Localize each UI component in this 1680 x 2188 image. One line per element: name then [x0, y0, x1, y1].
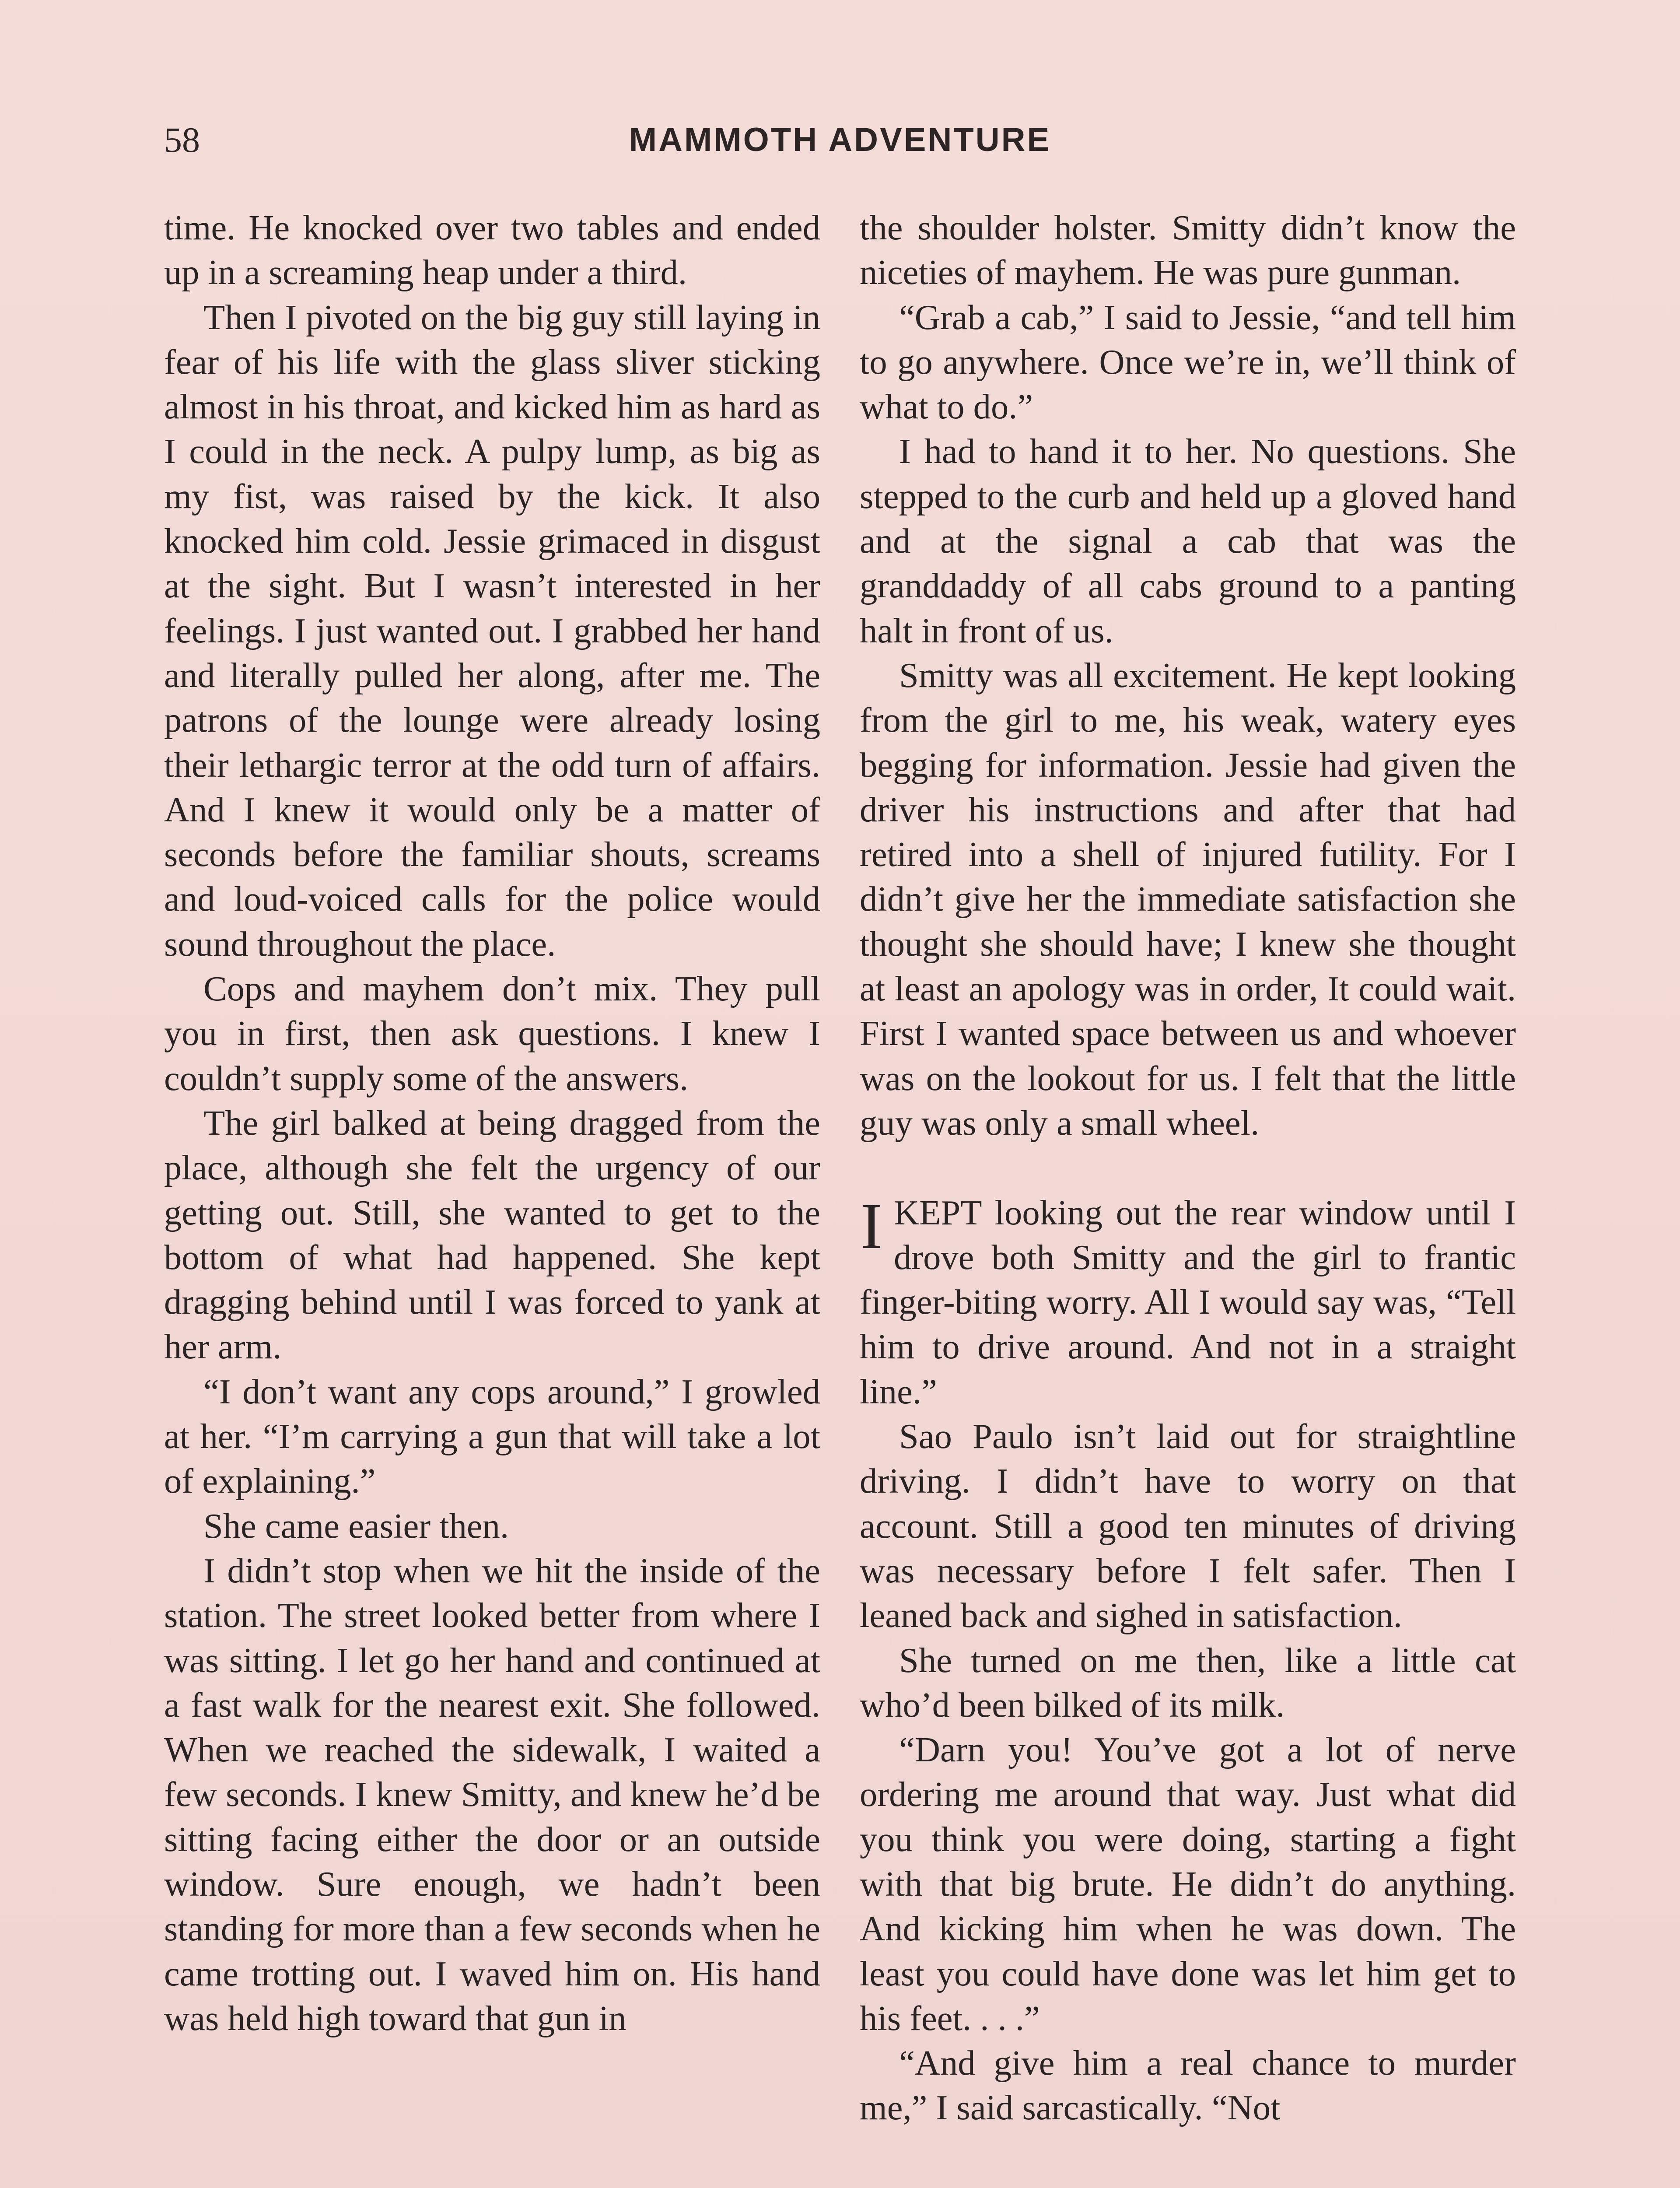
paragraph: “Grab a cab,” I said to Jessie, “and tell him to go anywhere. Once we’re in, we’ll think of what to do.”: [860, 298, 1516, 427]
paragraph: She turned on me then, like a little cat who’d been bilked of its milk.: [860, 1641, 1516, 1725]
paragraph: time. He knocked over two tables and ended up in a screaming heap under a third.: [164, 208, 820, 292]
paragraph: She came easier then.: [203, 1506, 509, 1546]
paragraph: Sao Paulo isn’t laid out for straightline driving. I didn’t have to worry on that account. Still a good ten minutes of driving was necessary before I felt safer. Then I leaned back and sighed in satisfaction.: [860, 1417, 1516, 1635]
page-number: 58: [164, 120, 200, 160]
paragraph: “And give him a real chance to murder me,” I said sarcastically. “Not: [860, 2044, 1516, 2128]
drop-cap: I: [861, 1189, 882, 1262]
paragraph: the shoulder holster. Smitty didn’t know the niceties of mayhem. He was pure gunman.: [860, 208, 1516, 292]
left-column: [164, 206, 820, 2041]
paragraph: “Darn you! You’ve got a lot of nerve ordering me around that way. Just what did you think you were doing, starting a fight with that big brute. He didn’t do anything. And kicking him when he was down. The least you could have done was let him get to his feet. . . .”: [860, 1730, 1516, 2038]
paragraph: “I don’t want any cops around,” I growled at her. “I’m carrying a gun that will take a lot of explaining.”: [164, 1372, 820, 1501]
running-title: MAMMOTH ADVENTURE: [629, 121, 1051, 158]
paragraph: The girl balked at being dragged from the place, although she felt the urgency of our getting out. Still, she wanted to get to the bottom of what had happened. She kept dragging behind until I was forced to yank at her arm.: [164, 1103, 820, 1367]
paragraph: I didn’t stop when we hit the inside of the station. The street looked better from where I was sitting. I let go her hand and continued at a fast walk for the nearest exit. She followed. When we reached the sidewalk, I waited a few seconds. I knew Smitty, and knew he’d be sitting facing either the door or an outside window. Sure enough, we hadn’t been standing for more than a few seconds when he came trotting out. I waved him on. His hand was held high toward that gun in: [164, 1551, 820, 2038]
section-first-paragraph-text: KEPT looking out the rear window until I drove both Smitty and the girl to frantic finger-biting worry. All I would say was, “Tell him to drive around. And not in a straight line.”: [860, 1193, 1516, 1411]
paragraph: Cops and mayhem don’t mix. They pull you in first, then ask questions. I knew I couldn’t supply some of the answers.: [164, 969, 820, 1098]
page-header: [164, 118, 1516, 171]
paragraph: Then I pivoted on the big guy still laying in fear of his life with the glass sliver sticking almost in his throat, and kicked him as hard as I could in the neck. A pulpy lump, as big as my fist, was raised by the kick. It also knocked him cold. Jessie grimaced in disgust at the sight. But I wasn’t interested in her feelings. I just wanted out. I grabbed her hand and literally pulled her along, after me. The patrons of the lounge were already losing their lethargic terror at the odd turn of affairs. And I knew it would only be a matter of seconds before the familiar shouts, screams and loud-voiced calls for the police would sound throughout the place.: [164, 298, 820, 964]
section-first-paragraph: [860, 1191, 1516, 1414]
right-column: [860, 206, 1516, 2131]
paragraph: I had to hand it to her. No questions. She stepped to the curb and held up a gloved hand and at the signal a cab that was the granddaddy of all cabs ground to a panting halt in front of us.: [860, 432, 1516, 650]
paragraph: Smitty was all excitement. He kept looking from the girl to me, his weak, watery eyes begging for information. Jessie had given the driver his instructions and after that had retired into a shell of injured futility. For I didn’t give her the immediate satisfaction she thought she should have; I knew she thought at least an apology was in order, It could wait. First I wanted space between us and whoever was on the lookout for us. I felt that the little guy was only a small wheel.: [860, 656, 1516, 1143]
